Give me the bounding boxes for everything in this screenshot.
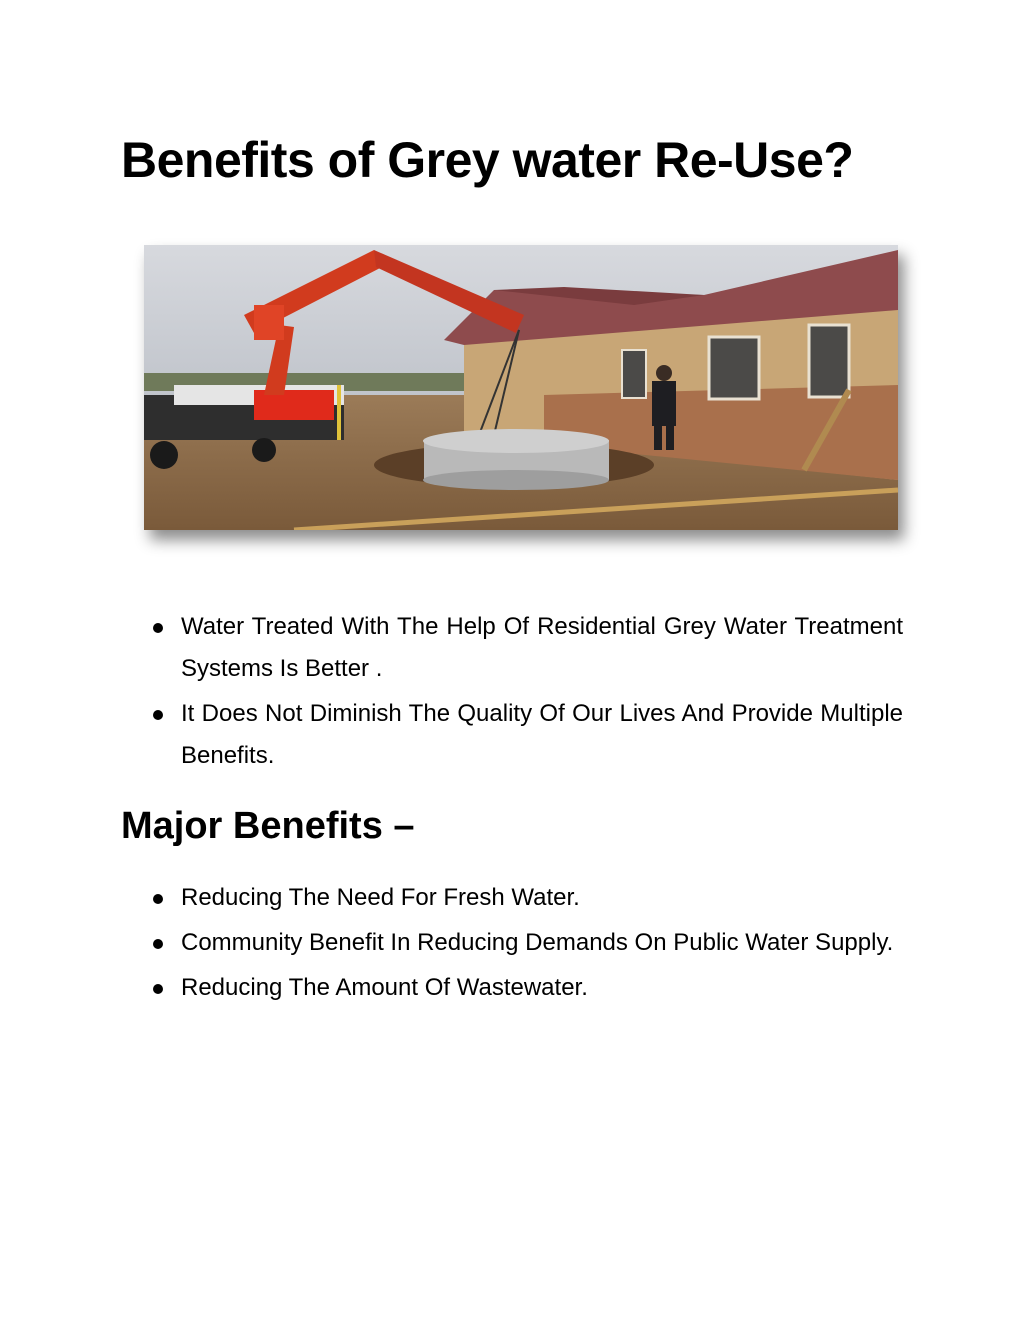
- bullet-icon: [153, 984, 163, 994]
- list-item: [121, 922, 903, 964]
- bullet-text: Reducing The Need For Fresh Water.: [181, 884, 580, 911]
- bullet-text: Community Benefit In Reducing Demands On Public Water Supply.: [181, 929, 894, 956]
- page-title: Benefits of Grey water Re-Use?: [121, 132, 854, 188]
- bullet-icon: [153, 939, 163, 949]
- intro-bullet-list: [121, 606, 903, 780]
- major-benefits-list: [121, 877, 903, 1012]
- crane-installing-tank-icon: [144, 245, 898, 530]
- bullet-icon: [153, 623, 163, 633]
- bullet-icon: [153, 710, 163, 720]
- list-item: [121, 693, 903, 777]
- list-item: [121, 877, 903, 919]
- bullet-text: Reducing The Amount Of Wastewater.: [181, 974, 588, 1001]
- bullet-text: Water Treated With The Help Of Residential Grey Water Treatment Systems Is Better .: [181, 613, 903, 682]
- list-item: [121, 967, 903, 1009]
- list-item: [121, 606, 903, 690]
- bullet-text: It Does Not Diminish The Quality Of Our Lives And Provide Multiple Benefits.: [181, 700, 903, 769]
- section-heading: Major Benefits –: [121, 805, 415, 847]
- bullet-icon: [153, 894, 163, 904]
- installation-photo: [144, 245, 898, 530]
